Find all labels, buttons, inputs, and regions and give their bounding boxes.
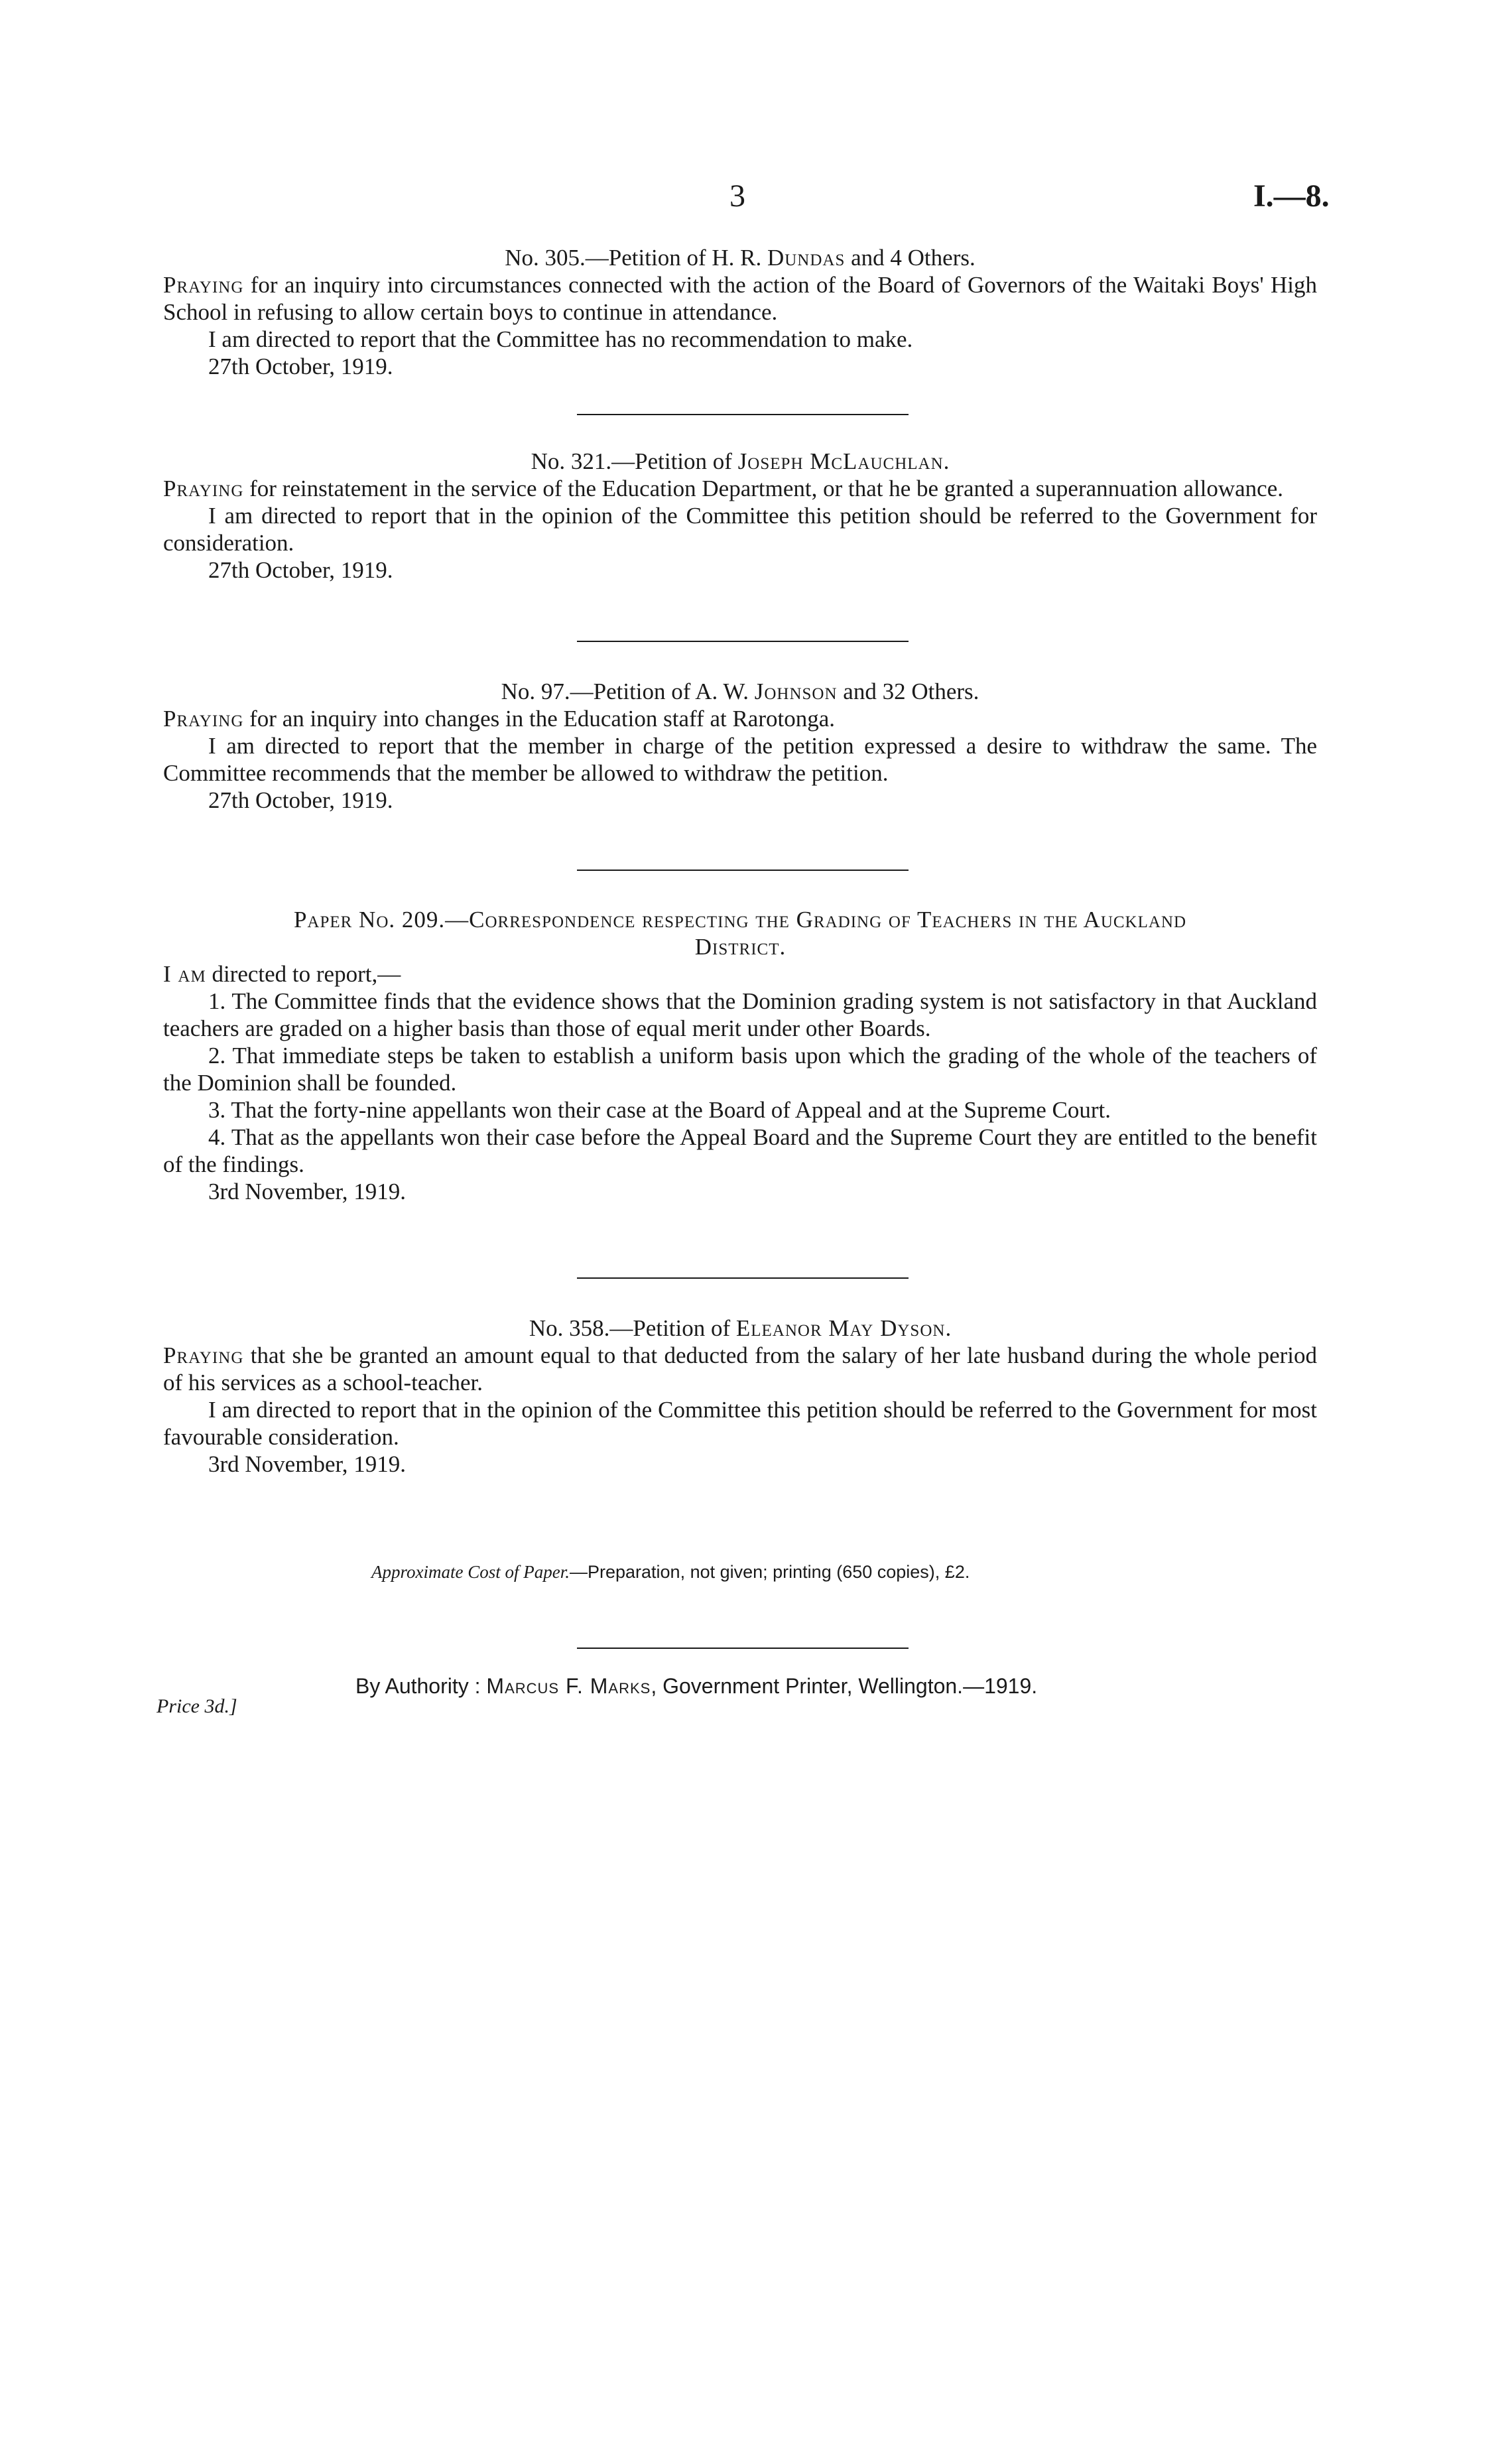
petition-305 [163,244,1317,380]
praying-paragraph: Praying for an inquiry into changes in the Education staff at Rarotonga. [163,706,836,732]
section-divider [577,870,909,871]
petition-358 [163,1315,1317,1478]
authority-line: By Authority : Marcus F. Marks, Government Printer, Wellington.—1919. [355,1674,1038,1698]
petition-date: 27th October, 1919. [208,354,393,379]
petition-97 [163,678,1317,814]
report-paragraph: I am directed to report that in the opinion of the Committee this petition should be referred to the Government for consideration. [163,503,1317,556]
petition-321 [163,448,1317,584]
petition-date: 27th October, 1919. [208,557,393,583]
praying-paragraph: Praying that she be granted an amount equal to that deducted from the salary of her late husband during the whole period of his services as a school-teacher. [163,1342,1317,1395]
praying-paragraph: Praying for an inquiry into circumstances connected with the action of the Board of Governors of the Waitaki Boys' High School in refusing to allow certain boys to continue in attendance. [163,272,1317,325]
petition-heading: No. 97.—Petition of A. W. Johnson and 32 Others. [501,679,979,704]
petition-heading: No. 305.—Petition of H. R. Dundas and 4 Others. [505,245,976,271]
paper-date: 3rd November, 1919. [208,1179,406,1204]
price-label: Price 3d.] [157,1695,237,1717]
section-divider [577,414,909,415]
praying-paragraph: Praying for reinstatement in the service of the Education Department, or that he be granted a superannuation allowance. [163,476,1283,501]
approximate-cost-line: Approximate Cost of Paper.—Preparation, not given; printing (650 copies), £2. [371,1562,970,1582]
petition-heading: No. 358.—Petition of Eleanor May Dyson. [529,1315,952,1341]
paper-209 [163,906,1317,1205]
report-paragraph: I am directed to report that the member in charge of the petition expressed a desire to withdraw the same. The Committee recommends that the member be allowed to withdraw the petition. [163,733,1317,786]
intro-line: I am directed to report,— [163,961,401,987]
petition-date: 3rd November, 1919. [208,1451,406,1477]
petition-heading: No. 321.—Petition of Joseph McLauchlan. [531,448,950,474]
footer-divider [577,1648,909,1649]
paper-heading: Paper No. 209.—Correspondence respecting the Grading of Teachers in the Auckland District. [293,907,1187,960]
finding-item-4: 4. That as the appellants won their case before the Appeal Board and the Supreme Court they are entitled to the benefit of the findings. [163,1124,1317,1177]
report-paragraph: I am directed to report that in the opinion of the Committee this petition should be referred to the Government for most favourable consideration. [163,1397,1317,1450]
petition-date: 27th October, 1919. [208,787,393,813]
finding-item-2: 2. That immediate steps be taken to establish a uniform basis upon which the grading of the whole of the teachers of the Dominion shall be founded. [163,1043,1317,1096]
section-divider [577,641,909,642]
report-paragraph: I am directed to report that the Committee has no recommendation to make. [208,326,913,352]
finding-item-1: 1. The Committee finds that the evidence shows that the Dominion grading system is not satisfactory in that Auckland teachers are graded on a higher basis than those of equal merit under other Boards. [163,988,1317,1041]
paper-reference: I.—8. [1253,178,1330,214]
page-number: 3 [729,178,745,214]
finding-item-3: 3. That the forty-nine appellants won their case at the Board of Appeal and at the Supreme Court. [208,1097,1111,1123]
section-divider [577,1277,909,1279]
